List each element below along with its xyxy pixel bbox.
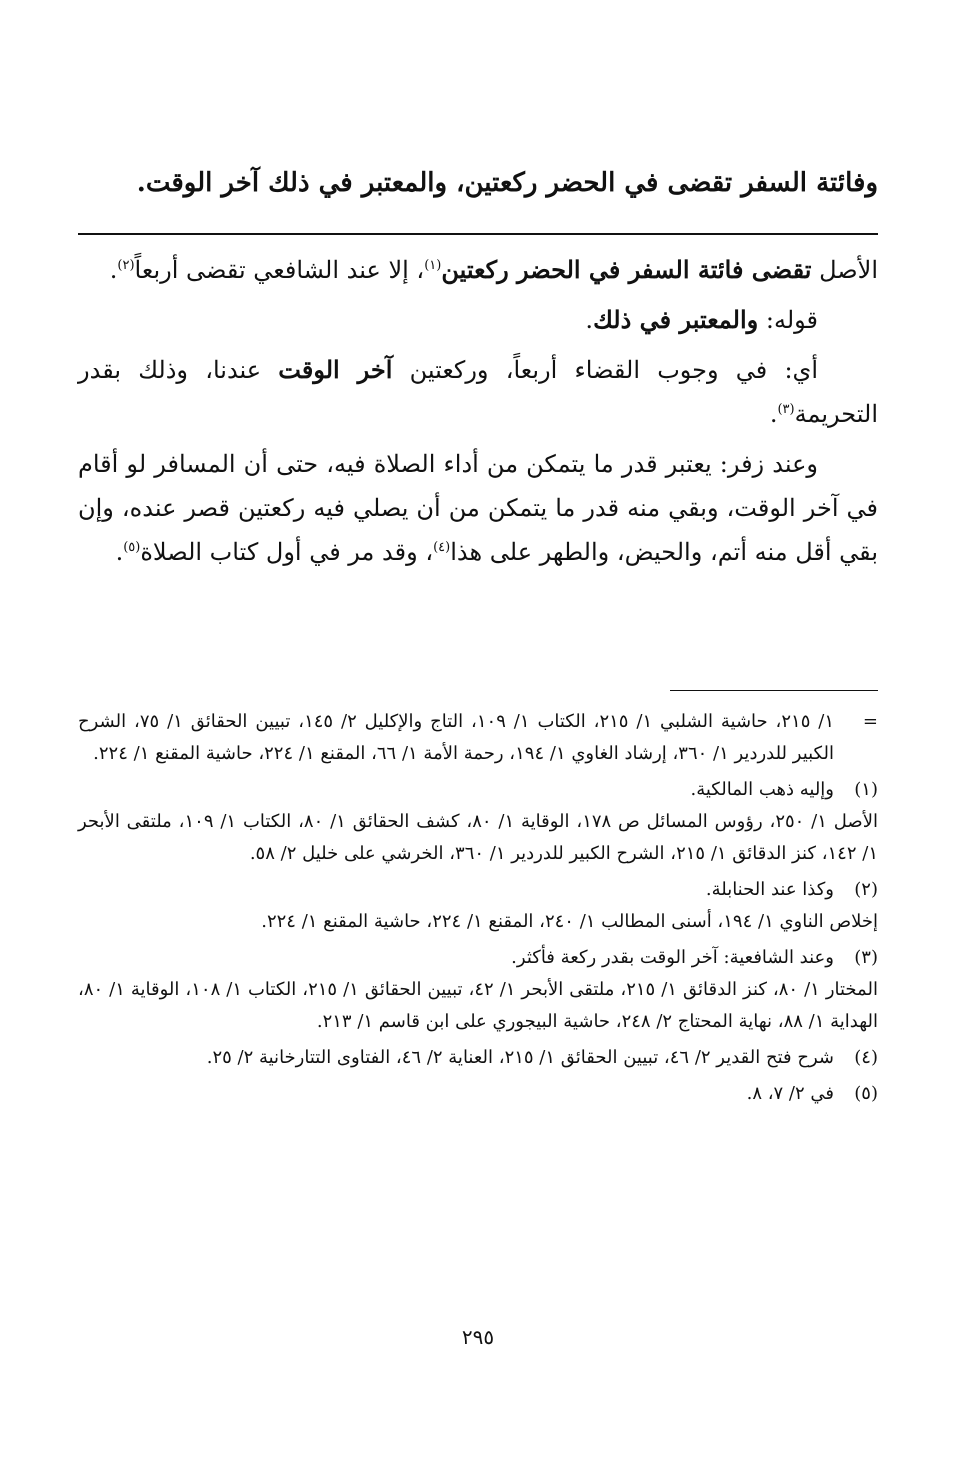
footnote-ref-4[interactable]: (٤) bbox=[433, 540, 451, 555]
footnote-5 bbox=[78, 1078, 878, 1110]
commentary-paragraph-4 bbox=[78, 442, 878, 574]
p4-mid: ، وقد مر في أول كتاب الصلاة bbox=[140, 538, 434, 566]
footnote-5-marker: (٥) bbox=[854, 1083, 878, 1104]
commentary-body bbox=[78, 248, 878, 580]
p1-mid: ، إلا عند الشافعي تقضى أربعاً bbox=[134, 256, 425, 284]
footnote-3-refs: المختار ١/ ٨٠، كنز الدقائق ١/ ٢١٥، ملتقى الأبحر ١/ ٤٢، تبيين الحقائق ١/ ٢١٥، الكتاب ١/ ١٠٨، الوقاية ١/ ٨٠، الهداية ١/ ٨٨، نهاية المحتاج ٢/ ٢٤٨، حاشية البيجوري على ابن قاسم ١/ ٢١٣. bbox=[78, 979, 878, 1032]
p3-mid: عندنا، وذلك بقدر التحريمة bbox=[78, 356, 878, 428]
p3-pre: أي: في وجوب القضاء أربعاً، وركعتين bbox=[392, 356, 819, 384]
footnote-1-lead: وإليه ذهب المالكية. bbox=[690, 779, 834, 800]
p2-pre: قوله: bbox=[758, 306, 818, 334]
footnote-continuation bbox=[78, 706, 878, 770]
p1-bold: تقضى فائتة السفر في الحضر ركعتين bbox=[441, 255, 812, 284]
footnote-2 bbox=[78, 874, 878, 938]
footnote-2-refs: إخلاص الناوي ١/ ١٩٤، أسنى المطالب ١/ ٢٤٠، المقنع ١/ ٢٢٤، حاشية المقنع ١/ ٢٢٤. bbox=[261, 911, 878, 932]
footnote-4 bbox=[78, 1042, 878, 1074]
footnote-5-text: في ٢/ ٧، ٨. bbox=[746, 1083, 834, 1104]
footnote-continuation-marker: = bbox=[862, 711, 878, 732]
p4-pre: وعند زفر: يعتبر قدر ما يتمكن من أداء الصلاة فيه، حتى أن المسافر لو أقام في آخر الوقت، وبقي منه قدر ما يتمكن من أن يصلي فيه ركعتين قصر عنده، وإن بقي أقل منه أتم، والحيض، والطهر على هذا bbox=[78, 450, 878, 566]
footnote-1-refs: الأصل ١/ ٢٥٠، رؤوس المسائل ص ١٧٨، الوقاية ١/ ٨٠، كشف الحقائق ١/ ٨٠، الكتاب ١/ ١٠٩، ملتقى الأبحر ١/ ١٤٢، كنز الدقائق ١/ ٢١٥، الشرح الكبير للدردير ١/ ٣٦٠، الخرشي على خليل ٢/ ٥٨. bbox=[78, 811, 878, 864]
footnote-ref-1[interactable]: (١) bbox=[424, 258, 442, 273]
page-number: ٢٩٥ bbox=[461, 1325, 495, 1349]
footnote-1 bbox=[78, 774, 878, 870]
footnote-3 bbox=[78, 942, 878, 1038]
footnote-continuation-refs: ١/ ٢١٥، حاشية الشلبي ١/ ٢١٥، الكتاب ١/ ١٠٩، التاج والإكليل ٢/ ١٤٥، تبيين الحقائق ١/ ٧٥، الشرح الكبير للدردير ١/ ٣٦٠، إرشاد الغاوي ١/ ١٩٤، رحمة الأمة ١/ ٦٦، المقنع ١/ ٢٢٤، حاشية المقنع ١/ ٢٢٤. bbox=[78, 711, 835, 764]
matn-text: وفائتة السفر تقضى في الحضر ركعتين، والمعتبر في ذلك آخر الوقت. bbox=[136, 168, 878, 198]
p3-end: . bbox=[769, 400, 778, 428]
footnote-3-marker: (٣) bbox=[854, 947, 878, 968]
footnote-4-text: شرح فتح القدير ٢/ ٤٦، تبيين الحقائق ١/ ٢١٥، العناية ٢/ ٤٦، الفتاوى التتارخانية ٢/ ٢٥. bbox=[206, 1047, 834, 1068]
p3-bold: آخر الوقت bbox=[278, 355, 393, 384]
footnote-3-lead: وعند الشافعية: آخر الوقت بقدر ركعة فأكثر. bbox=[511, 947, 834, 968]
footnote-2-lead: وكذا عند الحنابلة. bbox=[705, 879, 834, 900]
p4-end: . bbox=[115, 538, 124, 566]
commentary-paragraph-1 bbox=[78, 248, 878, 292]
p2-bold: والمعتبر في ذلك bbox=[593, 305, 759, 334]
p1-pre: الأصل bbox=[811, 256, 878, 284]
matn-separator-rule bbox=[78, 233, 878, 235]
footnote-ref-5[interactable]: (٥) bbox=[123, 540, 141, 555]
p2-end: . bbox=[585, 306, 594, 334]
commentary-paragraph-3 bbox=[78, 348, 878, 436]
p1-end: . bbox=[109, 256, 118, 284]
commentary-paragraph-2 bbox=[78, 298, 878, 342]
footnote-ref-3[interactable]: (٣) bbox=[777, 402, 795, 417]
footnote-4-marker: (٤) bbox=[854, 1047, 878, 1068]
footnotes-separator-rule bbox=[670, 690, 878, 691]
footnote-ref-2[interactable]: (٢) bbox=[117, 258, 135, 273]
footnote-2-marker: (٢) bbox=[854, 879, 878, 900]
footnotes-section bbox=[78, 706, 878, 1114]
footnote-1-marker: (١) bbox=[854, 779, 878, 800]
